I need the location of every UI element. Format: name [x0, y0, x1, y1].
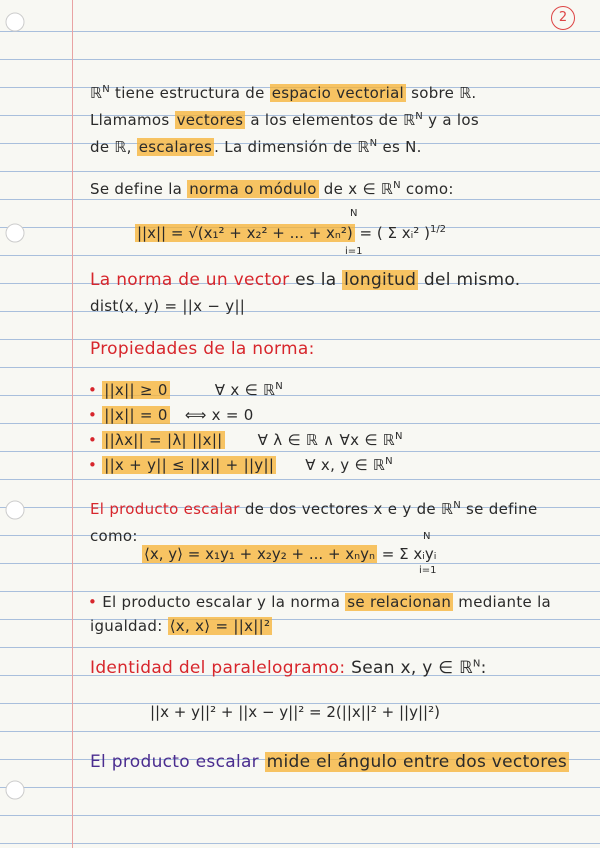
text-purple: El producto escalar	[90, 752, 265, 772]
text: de x ∈ ℝ	[318, 180, 394, 198]
norm-formula	[135, 224, 446, 242]
norm-sum-lower: i=1	[345, 246, 363, 257]
text: de dos vectores x e y de ℝ	[239, 500, 454, 518]
highlight-angulo: mide el ángulo entre dos vectores	[266, 752, 568, 772]
highlight-property-3: ||λx|| = |λ| ||x||	[104, 431, 223, 449]
dot-sum-upper: N	[423, 531, 431, 542]
line-norma-def	[90, 180, 454, 198]
line-relacion	[88, 593, 551, 611]
text: como:	[400, 180, 454, 198]
line-igualdad	[90, 617, 272, 635]
superscript: N	[415, 111, 424, 122]
punch-hole	[6, 501, 24, 519]
norm-formula-highlight: ||x|| = √(x₁² + x₂² + ... + xₙ²)	[137, 224, 353, 242]
dot-formula-sum: = Σ xᵢyᵢ	[381, 545, 437, 563]
line-escalares	[90, 138, 422, 156]
highlight-property-4: ||x + y|| ≤ ||x|| + ||y||	[104, 456, 275, 474]
highlight-norma-o-modulo: norma o módulo	[189, 180, 317, 198]
highlight-espacio-vectorial: espacio vectorial	[271, 84, 405, 102]
norm-sum-upper: N	[350, 208, 358, 219]
parallelogram-formula: ||x + y||² + ||x − y||² = 2(||x||² + ||y||²)	[150, 703, 440, 721]
punch-hole	[6, 13, 24, 31]
superscript: N	[275, 381, 284, 392]
line-como: como:	[90, 527, 138, 545]
property-2	[88, 406, 254, 424]
text: y a los	[423, 111, 479, 129]
line-norma-longitud	[90, 270, 521, 290]
punch-hole	[6, 781, 24, 799]
dot-product-formula	[142, 545, 436, 563]
highlight-se-relacionan: se relacionan	[347, 593, 452, 611]
heading-propiedades: Propiedades de la norma:	[90, 339, 315, 359]
norm-formula-sum-symbol: = ( Σ	[359, 224, 397, 242]
line-paralelogramo	[90, 658, 487, 678]
text: ℝ	[90, 84, 103, 102]
property-1	[88, 381, 283, 399]
text-red: Identidad del paralelogramo:	[90, 658, 346, 678]
text: se define	[460, 500, 538, 518]
line-angulo	[90, 752, 569, 772]
text: mediante la	[453, 593, 552, 611]
page-number: 2	[551, 6, 575, 30]
text: a los elementos de ℝ	[245, 111, 416, 129]
punch-hole	[6, 224, 24, 242]
line-producto-escalar-def	[90, 500, 537, 518]
superscript: N	[393, 180, 401, 191]
text: igualdad:	[90, 617, 168, 635]
line-vectores	[90, 111, 479, 129]
property-3	[88, 431, 403, 449]
dot-formula-highlight: ⟨x, y⟩ = x₁y₁ + x₂y₂ + ... + xₙyₙ	[144, 545, 375, 563]
bullet: •	[88, 406, 103, 424]
superscript: N	[369, 138, 378, 149]
text-red: La norma de un vector	[90, 270, 290, 290]
superscript: N	[472, 658, 481, 670]
text: Se define la	[90, 180, 188, 198]
text: es la	[289, 270, 343, 290]
norm-formula-exponent: 1/2	[429, 224, 447, 235]
text: El producto escalar y la norma	[102, 593, 346, 611]
text: sobre ℝ.	[406, 84, 477, 102]
highlight-vectores: vectores	[176, 111, 244, 129]
text: Llamamos	[90, 111, 175, 129]
margin-line	[72, 0, 73, 848]
highlight-longitud: longitud	[344, 270, 417, 290]
text: tiene estructura de	[109, 84, 270, 102]
text: Sean x, y ∈ ℝ	[345, 658, 473, 678]
highlight-escalares: escalares	[138, 138, 213, 156]
text: ⟺ x = 0	[184, 406, 254, 424]
line-rn-structure	[90, 84, 477, 102]
highlight-igualdad: ⟨x, x⟩ = ||x||²	[169, 617, 271, 635]
superscript: N	[102, 84, 110, 95]
text: de ℝ,	[90, 138, 137, 156]
bullet: •	[88, 456, 103, 474]
highlight-property-1: ||x|| ≥ 0	[104, 381, 168, 399]
line-dist: dist(x, y) = ||x − y||	[90, 297, 246, 315]
text: ∀ x, y ∈ ℝ	[305, 456, 386, 474]
text-red: El producto escalar	[90, 500, 240, 518]
text: . La dimensión de ℝ	[214, 138, 370, 156]
norm-formula-summand: xᵢ² )	[401, 224, 430, 242]
bullet: •	[88, 593, 103, 611]
superscript: N	[385, 456, 393, 467]
superscript: N	[394, 431, 403, 442]
punch-holes	[0, 0, 40, 848]
dot-sum-lower: i=1	[419, 565, 437, 576]
text: del mismo.	[418, 270, 521, 290]
highlight-property-2: ||x|| = 0	[104, 406, 168, 424]
text: es N.	[377, 138, 422, 156]
bullet: •	[88, 431, 103, 449]
text: ∀ λ ∈ ℝ ∧ ∀x ∈ ℝ	[257, 431, 395, 449]
bullet: •	[88, 381, 103, 399]
text: ∀ x ∈ ℝ	[214, 381, 276, 399]
superscript: N	[453, 500, 461, 511]
text: :	[480, 658, 487, 678]
property-4	[88, 456, 393, 474]
